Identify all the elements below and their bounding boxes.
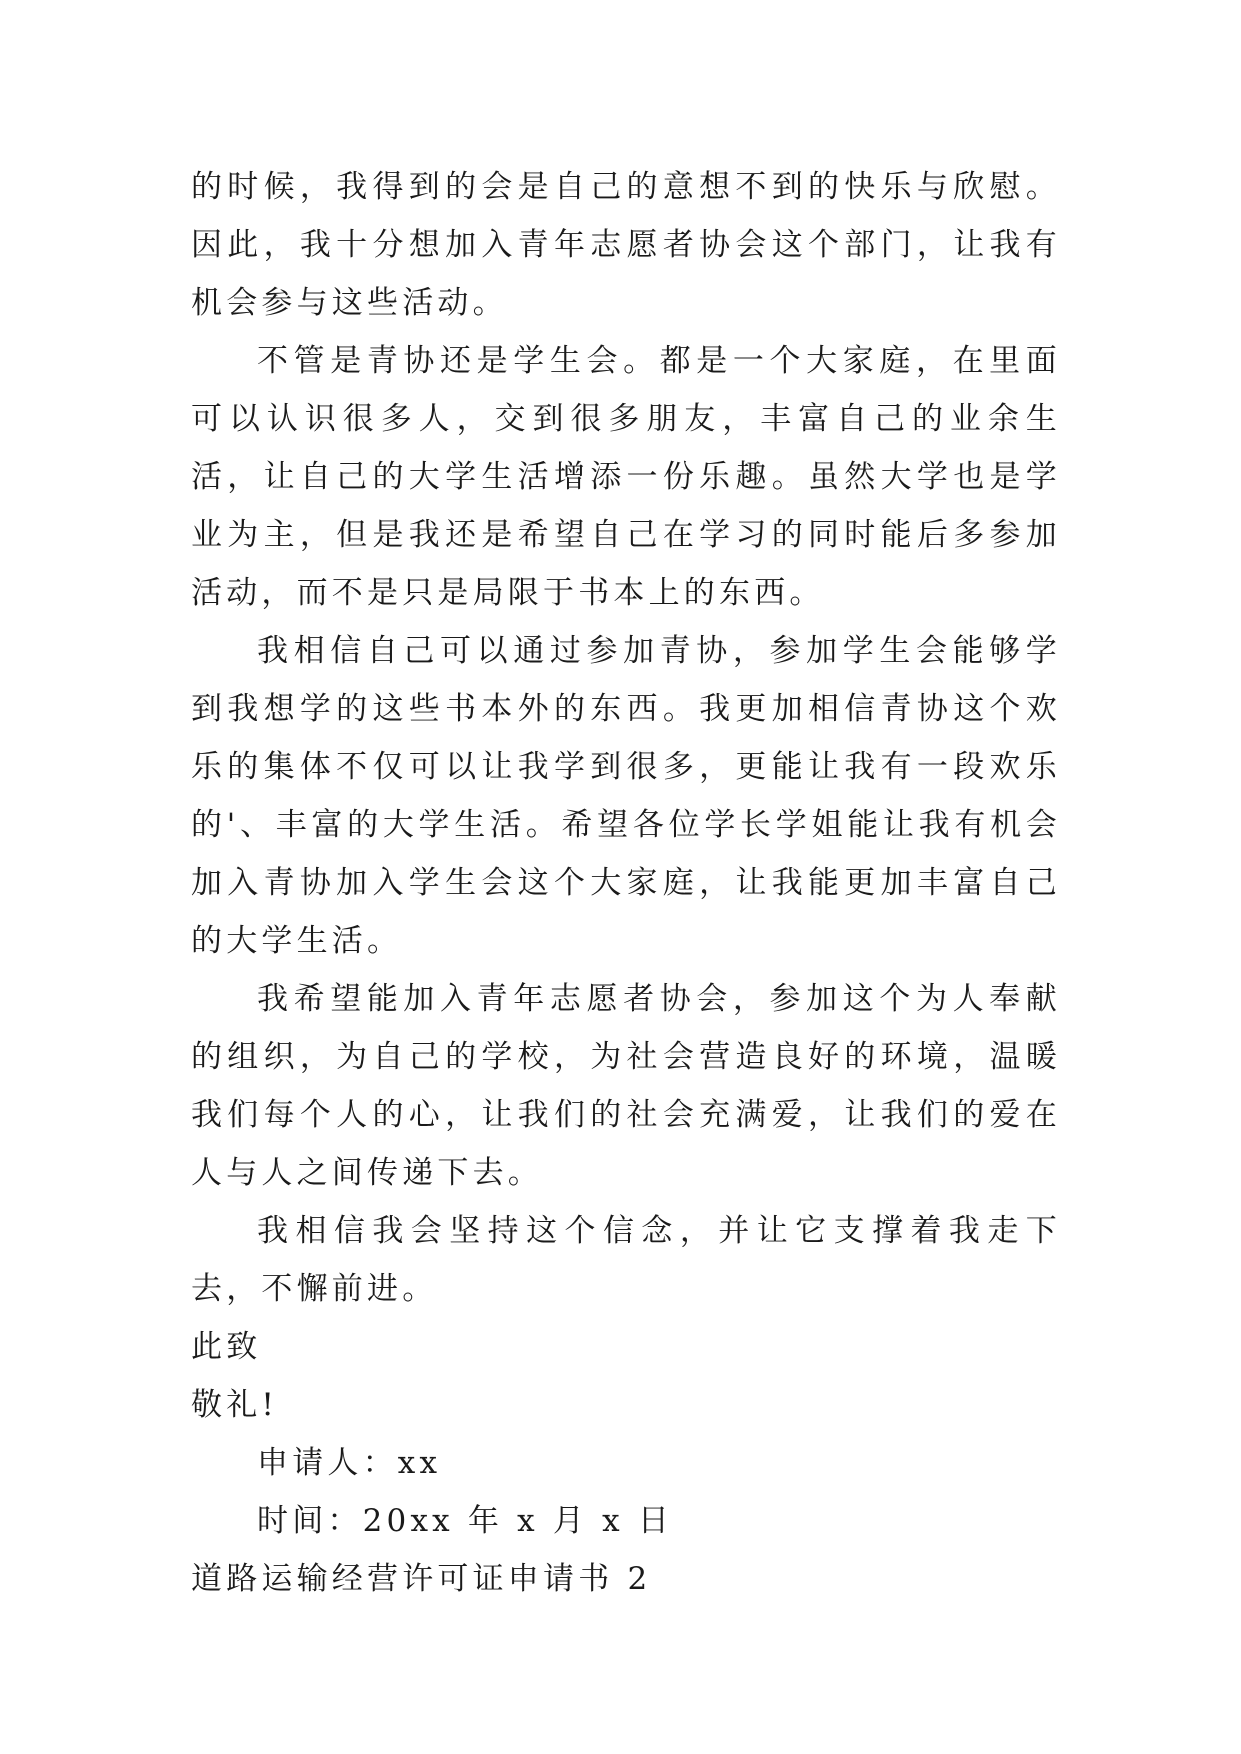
date-line: 时间：20xx 年 x 月 x 日 <box>257 1503 674 1539</box>
paragraph-5: 我相信我会坚持这个信念，并让它支撑着我走下去，不懈前进。 <box>191 1213 1061 1307</box>
letter-body <box>191 158 1061 1608</box>
paragraph-4: 我希望能加入青年志愿者协会，参加这个为人奉献的组织，为自己的学校，为社会营造良好的环境，温暖我们每个人的心，让我们的社会充满爱，让我们的爱在人与人之间传递下去。 <box>191 981 1061 1191</box>
applicant-line: 申请人：xx <box>257 1445 442 1481</box>
paragraph-1: 的时候，我得到的会是自己的意想不到的快乐与欣慰。因此，我十分想加入青年志愿者协会这个部门，让我有机会参与这些活动。 <box>191 169 1061 321</box>
paragraph-2: 不管是青协还是学生会。都是一个大家庭，在里面可以认识很多人，交到很多朋友，丰富自己的业余生活，让自己的大学生活增添一份乐趣。虽然大学也是学业为主，但是我还是希望自己在学习的同时能后多参加活动，而不是只是局限于书本上的东西。 <box>191 343 1061 611</box>
paragraph-3: 我相信自己可以通过参加青协，参加学生会能够学到我想学的这些书本外的东西。我更加相信青协这个欢乐的集体不仅可以让我学到很多，更能让我有一段欢乐的'、丰富的大学生活。希望各位学长学姐能让我有机会加入青协加入学生会这个大家庭，让我能更加丰富自己的大学生活。 <box>191 633 1061 959</box>
closing-line: 此致 <box>191 1329 262 1365</box>
salute-line: 敬礼! <box>191 1387 279 1423</box>
next-document-title: 道路运输经营许可证申请书 2 <box>191 1561 652 1597</box>
